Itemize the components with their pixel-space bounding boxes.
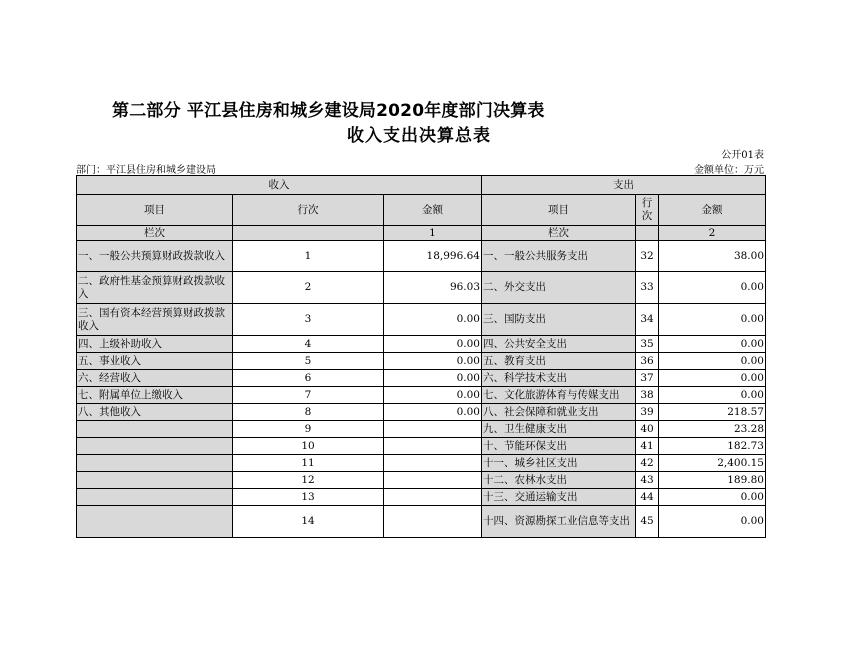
income-header: 收入 bbox=[77, 176, 482, 195]
expense-amount: 0.00 bbox=[659, 336, 766, 353]
table-row bbox=[77, 353, 766, 370]
expense-line: 34 bbox=[636, 304, 659, 336]
expense-amount: 189.80 bbox=[659, 472, 766, 489]
income-amount: 96.03 bbox=[384, 272, 482, 304]
table-row bbox=[77, 304, 766, 336]
col-header-item: 项目 bbox=[77, 195, 233, 226]
lanci-label: 栏次 bbox=[77, 226, 233, 241]
expense-amount: 0.00 bbox=[659, 272, 766, 304]
expense-item: 十四、资源勘探工业信息等支出 bbox=[482, 506, 636, 538]
table-row bbox=[77, 336, 766, 353]
expense-amount: 2,400.15 bbox=[659, 455, 766, 472]
department-label: 部门：平江县住房和城乡建设局 bbox=[76, 165, 216, 176]
income-item: 七、附属单位上缴收入 bbox=[77, 387, 233, 404]
lanci-exp-blank bbox=[636, 226, 659, 241]
table-row bbox=[77, 404, 766, 421]
income-amount: 0.00 bbox=[384, 336, 482, 353]
income-amount bbox=[384, 506, 482, 538]
expense-line: 45 bbox=[636, 506, 659, 538]
col-header-exp-line: 行次 bbox=[636, 195, 659, 226]
income-amount: 0.00 bbox=[384, 387, 482, 404]
expense-item: 四、公共安全支出 bbox=[482, 336, 636, 353]
income-amount bbox=[384, 421, 482, 438]
expense-item: 八、社会保障和就业支出 bbox=[482, 404, 636, 421]
expense-amount: 0.00 bbox=[659, 387, 766, 404]
income-line: 6 bbox=[233, 370, 384, 387]
expense-header: 支出 bbox=[482, 176, 766, 195]
col-header-exp-item: 项目 bbox=[482, 195, 636, 226]
table-row bbox=[77, 506, 766, 538]
expense-item: 六、科学技术支出 bbox=[482, 370, 636, 387]
income-line: 2 bbox=[233, 272, 384, 304]
income-amount bbox=[384, 438, 482, 455]
income-item bbox=[77, 421, 233, 438]
income-item: 四、上级补助收入 bbox=[77, 336, 233, 353]
income-amount bbox=[384, 455, 482, 472]
income-item bbox=[77, 506, 233, 538]
table-row bbox=[77, 370, 766, 387]
income-line: 7 bbox=[233, 387, 384, 404]
table-row bbox=[77, 421, 766, 438]
income-line: 10 bbox=[233, 438, 384, 455]
income-item: 三、国有资本经营预算财政拨款收入 bbox=[77, 304, 233, 336]
income-line: 11 bbox=[233, 455, 384, 472]
expense-amount: 0.00 bbox=[659, 489, 766, 506]
income-amount: 0.00 bbox=[384, 304, 482, 336]
income-amount: 0.00 bbox=[384, 404, 482, 421]
expense-line: 43 bbox=[636, 472, 659, 489]
expense-item: 二、外交支出 bbox=[482, 272, 636, 304]
expense-item: 七、文化旅游体育与传媒支出 bbox=[482, 387, 636, 404]
income-amount: 0.00 bbox=[384, 370, 482, 387]
income-item bbox=[77, 455, 233, 472]
income-line: 8 bbox=[233, 404, 384, 421]
income-line: 3 bbox=[233, 304, 384, 336]
expense-amount: 0.00 bbox=[659, 304, 766, 336]
expense-line: 37 bbox=[636, 370, 659, 387]
expense-item: 三、国防支出 bbox=[482, 304, 636, 336]
table-title: 收入支出决算总表 bbox=[347, 126, 491, 146]
expense-line: 35 bbox=[636, 336, 659, 353]
form-tag: 公开01表 bbox=[721, 150, 764, 161]
income-line: 9 bbox=[233, 421, 384, 438]
income-amount: 0.00 bbox=[384, 353, 482, 370]
expense-item: 十二、农林水支出 bbox=[482, 472, 636, 489]
expense-line: 39 bbox=[636, 404, 659, 421]
expense-amount: 218.57 bbox=[659, 404, 766, 421]
expense-amount: 182.73 bbox=[659, 438, 766, 455]
expense-line: 42 bbox=[636, 455, 659, 472]
expense-line: 33 bbox=[636, 272, 659, 304]
expense-amount: 0.00 bbox=[659, 506, 766, 538]
expense-item: 十一、城乡社区支出 bbox=[482, 455, 636, 472]
col-header-exp-amount: 金额 bbox=[659, 195, 766, 226]
unit-label: 金额单位：万元 bbox=[694, 165, 764, 176]
expense-amount: 0.00 bbox=[659, 370, 766, 387]
income-item: 六、经营收入 bbox=[77, 370, 233, 387]
table-row bbox=[77, 387, 766, 404]
income-item: 五、事业收入 bbox=[77, 353, 233, 370]
expense-line: 32 bbox=[636, 241, 659, 272]
expense-line: 40 bbox=[636, 421, 659, 438]
income-amount bbox=[384, 472, 482, 489]
expense-line: 41 bbox=[636, 438, 659, 455]
lanci-exp-label: 栏次 bbox=[482, 226, 636, 241]
table-row bbox=[77, 489, 766, 506]
income-expense-table bbox=[76, 175, 766, 538]
income-amount: 18,996.64 bbox=[384, 241, 482, 272]
income-line: 13 bbox=[233, 489, 384, 506]
col-header-amount: 金额 bbox=[384, 195, 482, 226]
expense-item: 十、节能环保支出 bbox=[482, 438, 636, 455]
expense-amount: 38.00 bbox=[659, 241, 766, 272]
table-row bbox=[77, 438, 766, 455]
col-header-line: 行次 bbox=[233, 195, 384, 226]
page-title: 第二部分 平江县住房和城乡建设局2020年度部门决算表 bbox=[112, 101, 545, 121]
income-line: 5 bbox=[233, 353, 384, 370]
expense-item: 十三、交通运输支出 bbox=[482, 489, 636, 506]
income-line: 12 bbox=[233, 472, 384, 489]
income-item bbox=[77, 489, 233, 506]
income-line: 14 bbox=[233, 506, 384, 538]
income-line: 1 bbox=[233, 241, 384, 272]
expense-amount: 23.28 bbox=[659, 421, 766, 438]
expense-line: 36 bbox=[636, 353, 659, 370]
table-row bbox=[77, 241, 766, 272]
lanci-income-num: 1 bbox=[384, 226, 482, 241]
income-item: 八、其他收入 bbox=[77, 404, 233, 421]
income-item: 二、政府性基金预算财政拨款收入 bbox=[77, 272, 233, 304]
expense-item: 一、一般公共服务支出 bbox=[482, 241, 636, 272]
income-item: 一、一般公共预算财政拨款收入 bbox=[77, 241, 233, 272]
table-row bbox=[77, 472, 766, 489]
expense-amount: 0.00 bbox=[659, 353, 766, 370]
lanci-blank bbox=[233, 226, 384, 241]
expense-line: 38 bbox=[636, 387, 659, 404]
income-item bbox=[77, 438, 233, 455]
income-line: 4 bbox=[233, 336, 384, 353]
expense-item: 九、卫生健康支出 bbox=[482, 421, 636, 438]
expense-item: 五、教育支出 bbox=[482, 353, 636, 370]
table-row bbox=[77, 455, 766, 472]
expense-line: 44 bbox=[636, 489, 659, 506]
table-row bbox=[77, 272, 766, 304]
income-amount bbox=[384, 489, 482, 506]
income-item bbox=[77, 472, 233, 489]
lanci-exp-num: 2 bbox=[659, 226, 766, 241]
